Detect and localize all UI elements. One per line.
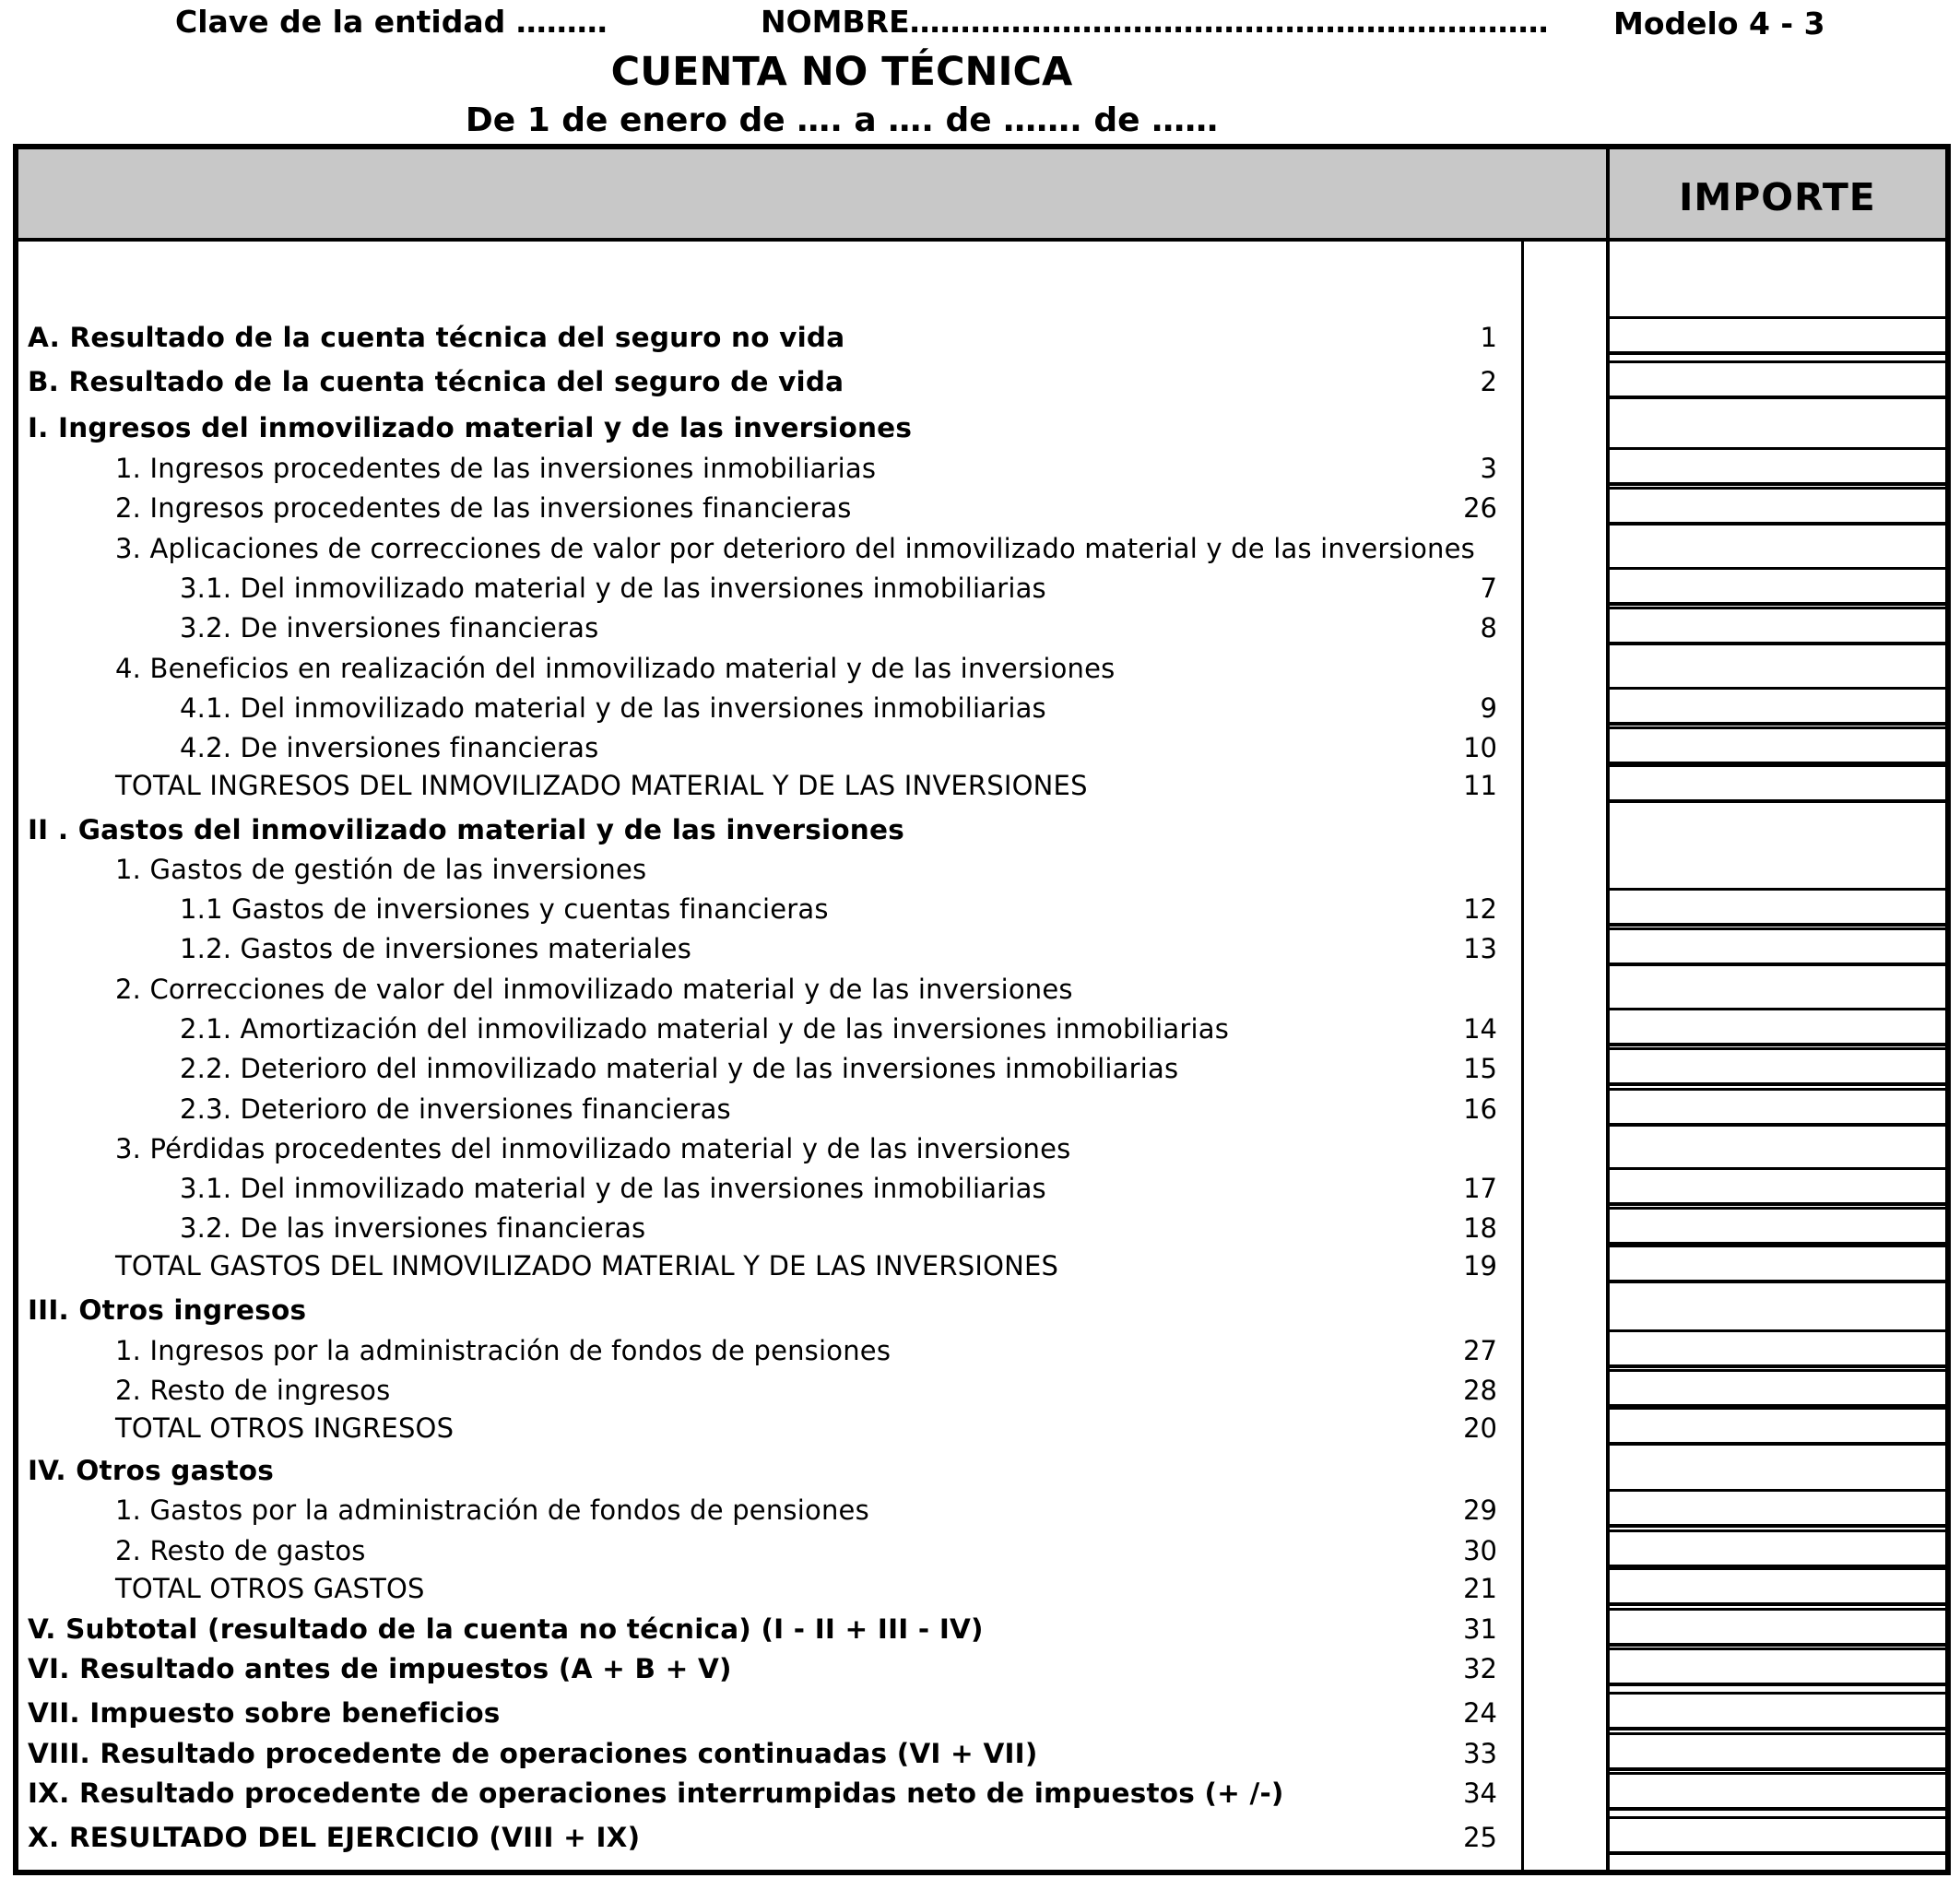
row-label: 1. Gastos de gestión de las inversiones — [115, 854, 647, 885]
table-row — [18, 932, 1956, 965]
row-code: 34 — [1463, 1778, 1497, 1809]
row-label: 1. Ingresos procedentes de las inversiones inmobiliarias — [115, 453, 877, 484]
row-code: 20 — [1463, 1412, 1497, 1444]
table-row — [18, 769, 1956, 802]
table-row — [18, 1374, 1956, 1407]
table-row — [18, 1534, 1956, 1567]
table-row — [18, 491, 1956, 525]
row-code: 30 — [1463, 1535, 1497, 1566]
amount-input-cell[interactable] — [1606, 1567, 1951, 1606]
row-code: 3 — [1480, 453, 1497, 484]
table-row — [18, 411, 1956, 444]
row-code: 17 — [1463, 1173, 1497, 1204]
row-label: 1. Ingresos por la administración de fondos de pensiones — [115, 1335, 891, 1366]
row-code: 1 — [1480, 322, 1497, 353]
amount-input-cell[interactable] — [1606, 687, 1951, 726]
table-row — [18, 321, 1956, 354]
page-title: CUENTA NO TÉCNICA — [610, 49, 1073, 95]
row-code: 33 — [1463, 1738, 1497, 1769]
amount-input-cell[interactable] — [1606, 1207, 1951, 1246]
row-code: 16 — [1463, 1093, 1497, 1125]
table-row — [18, 1132, 1956, 1165]
row-label: TOTAL INGRESOS DEL INMOVILIZADO MATERIAL Y DE LAS INVERSIONES — [115, 770, 1088, 801]
row-label: VIII. Resultado procedente de operaciones continuadas (VI + VII) — [28, 1738, 1038, 1769]
row-label: X. RESULTADO DEL EJERCICIO (VIII + IX) — [28, 1822, 641, 1853]
amount-input-cell[interactable] — [1606, 360, 1951, 399]
table-row — [18, 1696, 1956, 1730]
table-row — [18, 1052, 1956, 1085]
row-code: 11 — [1463, 770, 1497, 801]
row-code: 14 — [1463, 1013, 1497, 1045]
amount-input-cell[interactable] — [1606, 1648, 1951, 1686]
row-code: 24 — [1463, 1697, 1497, 1729]
model-number: Modelo 4 - 3 — [1613, 6, 1825, 41]
amount-input-cell[interactable] — [1606, 607, 1951, 645]
row-label: IX. Resultado procedente de operaciones interrumpidas neto de impuestos (+ /-) — [28, 1778, 1284, 1809]
amount-input-cell[interactable] — [1606, 1008, 1951, 1046]
amount-input-cell[interactable] — [1606, 726, 1951, 765]
row-code: 12 — [1463, 893, 1497, 925]
row-code: 32 — [1463, 1653, 1497, 1684]
row-label: 3.2. De inversiones financieras — [180, 612, 599, 644]
amount-input-cell[interactable] — [1606, 888, 1951, 927]
row-label: III. Otros ingresos — [28, 1294, 307, 1326]
row-code: 7 — [1480, 573, 1497, 604]
row-label: 2. Resto de ingresos — [115, 1375, 391, 1406]
row-code: 18 — [1463, 1212, 1497, 1244]
amount-input-cell[interactable] — [1606, 1407, 1951, 1446]
row-label: IV. Otros gastos — [28, 1455, 275, 1486]
table-row — [18, 1334, 1956, 1367]
table-row — [18, 1293, 1956, 1327]
amount-input-cell[interactable] — [1606, 1245, 1951, 1283]
row-code: 13 — [1463, 933, 1497, 964]
row-label: 4. Beneficios en realización del inmovilizado material y de las inversiones — [115, 653, 1116, 684]
amount-input-cell[interactable] — [1606, 1530, 1951, 1568]
row-label: TOTAL GASTOS DEL INMOVILIZADO MATERIAL Y DE LAS INVERSIONES — [115, 1250, 1059, 1282]
table-row — [18, 853, 1956, 886]
row-code: 10 — [1463, 732, 1497, 763]
table-row — [18, 691, 1956, 725]
table-row — [18, 652, 1956, 685]
table-row — [18, 1821, 1956, 1854]
row-label: 2.3. Deterioro de inversiones financieras — [180, 1093, 731, 1125]
table-row — [18, 1572, 1956, 1605]
row-code: 27 — [1463, 1335, 1497, 1366]
table-row — [18, 731, 1956, 764]
row-label: 2. Ingresos procedentes de las inversiones financieras — [115, 492, 852, 524]
table-row — [18, 1777, 1956, 1810]
row-code: 26 — [1463, 492, 1497, 524]
row-label: A. Resultado de la cuenta técnica del seguro no vida — [28, 322, 845, 353]
row-code: 31 — [1463, 1613, 1497, 1645]
table-row — [18, 1012, 1956, 1045]
row-label: 3.1. Del inmovilizado material y de las inversiones inmobiliarias — [180, 1173, 1046, 1204]
row-label: 2. Correcciones de valor del inmovilizado material y de las inversiones — [115, 974, 1073, 1005]
amount-input-cell[interactable] — [1606, 1608, 1951, 1647]
row-label: 3. Aplicaciones de correcciones de valor por deterioro del inmovilizado material y de las inversiones — [115, 533, 1475, 564]
table-row — [18, 1093, 1956, 1126]
row-label: 3.1. Del inmovilizado material y de las inversiones inmobiliarias — [180, 573, 1046, 604]
row-label: 4.1. Del inmovilizado material y de las inversiones inmobiliarias — [180, 692, 1046, 724]
row-code: 29 — [1463, 1494, 1497, 1526]
row-label: 4.2. De inversiones financieras — [180, 732, 599, 763]
importe-column-header: IMPORTE — [1679, 175, 1876, 219]
period-line: De 1 de enero de …. a …. de ……. de …… — [465, 101, 1219, 139]
table-row — [18, 1737, 1956, 1770]
row-label: I. Ingresos del inmovilizado material y de las inversiones — [28, 412, 913, 443]
amount-input-cell[interactable] — [1606, 567, 1951, 606]
row-code: 15 — [1463, 1053, 1497, 1084]
row-label: 3.2. De las inversiones financieras — [180, 1212, 646, 1244]
amount-input-cell[interactable] — [1606, 487, 1951, 526]
entity-key-field: Clave de la entidad ……… — [175, 4, 608, 40]
amount-input-cell[interactable] — [1606, 1732, 1951, 1771]
amount-input-cell[interactable] — [1606, 1816, 1951, 1855]
row-code: 28 — [1463, 1375, 1497, 1406]
amount-input-cell[interactable] — [1606, 1369, 1951, 1408]
table-row — [18, 452, 1956, 485]
account-table — [13, 144, 1951, 1875]
amount-input-cell[interactable] — [1606, 1088, 1951, 1127]
table-row — [18, 1652, 1956, 1685]
amount-input-cell[interactable] — [1606, 927, 1951, 966]
row-label: B. Resultado de la cuenta técnica del seguro de vida — [28, 366, 844, 397]
amount-input-cell[interactable] — [1606, 764, 1951, 803]
table-row — [18, 1249, 1956, 1282]
amount-input-cell[interactable] — [1606, 316, 1951, 355]
row-label: TOTAL OTROS GASTOS — [115, 1573, 425, 1604]
table-row — [18, 1612, 1956, 1646]
row-code: 19 — [1463, 1250, 1497, 1282]
amount-input-cell[interactable] — [1606, 1047, 1951, 1086]
row-label: 1.2. Gastos de inversiones materiales — [180, 933, 692, 964]
row-code: 21 — [1463, 1573, 1497, 1604]
row-code: 9 — [1480, 692, 1497, 724]
row-label: VI. Resultado antes de impuestos (A + B + V) — [28, 1653, 732, 1684]
table-row — [18, 1411, 1956, 1445]
row-label: 2.2. Deterioro del inmovilizado material y de las inversiones inmobiliarias — [180, 1053, 1179, 1084]
table-row — [18, 1172, 1956, 1205]
row-label: 1.1 Gastos de inversiones y cuentas financieras — [180, 893, 829, 925]
entity-name-field: NOMBRE……………………………………………………… — [761, 4, 1549, 40]
amount-input-cell[interactable] — [1606, 1329, 1951, 1368]
amount-input-cell[interactable] — [1606, 1167, 1951, 1206]
table-row — [18, 813, 1956, 846]
amount-input-cell[interactable] — [1606, 447, 1951, 486]
row-label: 2.1. Amortización del inmovilizado material y de las inversiones inmobiliarias — [180, 1013, 1230, 1045]
table-row — [18, 572, 1956, 605]
table-row — [18, 1211, 1956, 1245]
amount-input-cell[interactable] — [1606, 1692, 1951, 1730]
table-row — [18, 532, 1956, 565]
row-code: 8 — [1480, 612, 1497, 644]
row-code: 25 — [1463, 1822, 1497, 1853]
table-row — [18, 365, 1956, 398]
row-label: 2. Resto de gastos — [115, 1535, 366, 1566]
amount-input-cell[interactable] — [1606, 1772, 1951, 1811]
row-label: II . Gastos del inmovilizado material y de las inversiones — [28, 814, 904, 845]
table-row — [18, 611, 1956, 644]
row-code: 2 — [1480, 366, 1497, 397]
row-label: TOTAL OTROS INGRESOS — [115, 1412, 455, 1444]
amount-input-cell[interactable] — [1606, 1489, 1951, 1528]
row-label: VII. Impuesto sobre beneficios — [28, 1697, 501, 1729]
table-row — [18, 1494, 1956, 1527]
table-row — [18, 973, 1956, 1006]
table-row — [18, 892, 1956, 926]
table-row — [18, 1454, 1956, 1487]
row-label: 3. Pérdidas procedentes del inmovilizado material y de las inversiones — [115, 1133, 1071, 1164]
row-label: 1. Gastos por la administración de fondos de pensiones — [115, 1494, 869, 1526]
row-label: V. Subtotal (resultado de la cuenta no técnica) (I - II + III - IV) — [28, 1613, 984, 1645]
